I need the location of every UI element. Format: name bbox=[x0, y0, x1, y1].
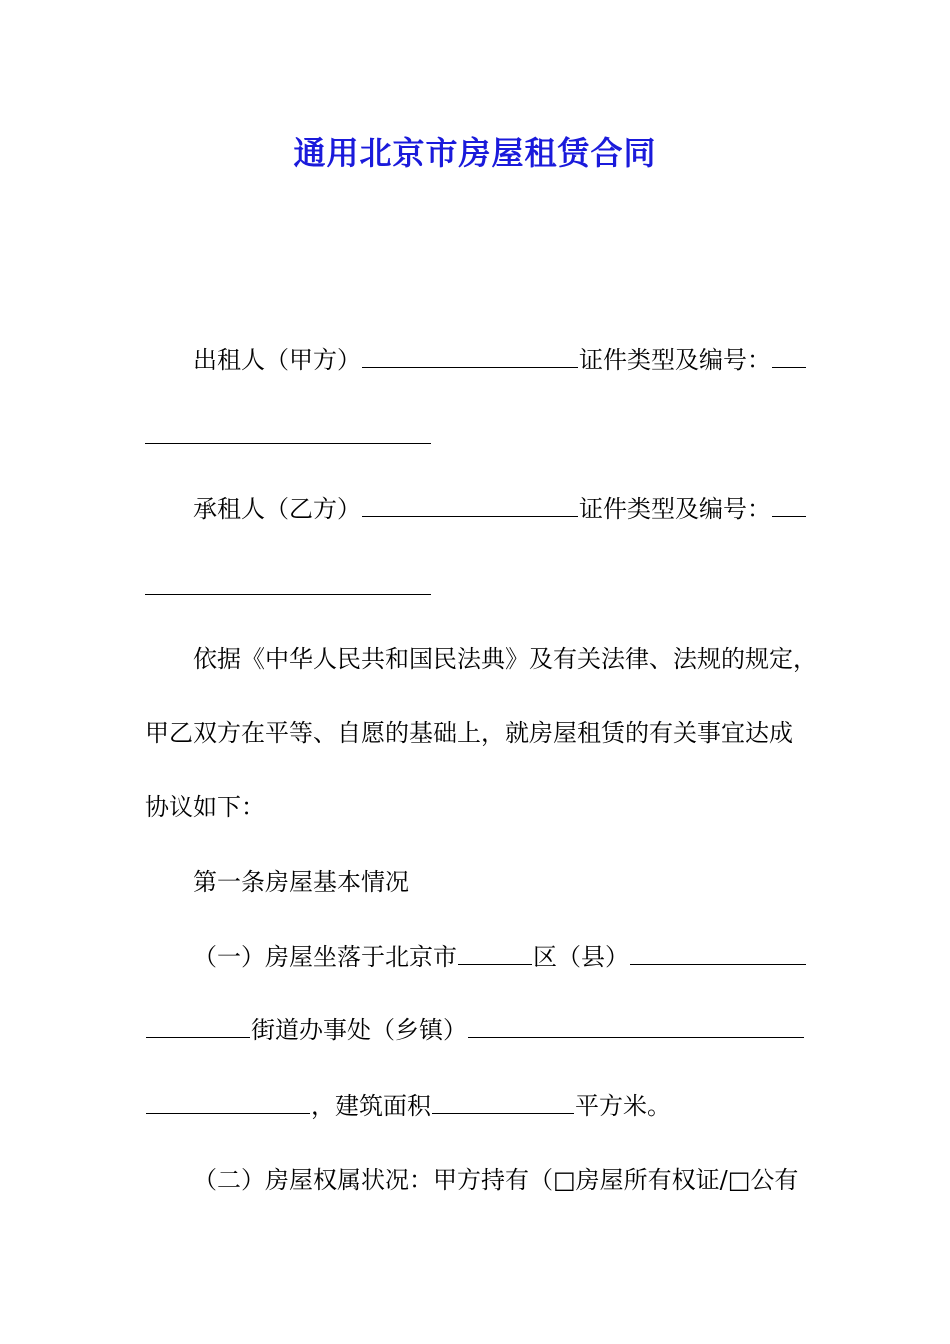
lessor-id-blank bbox=[772, 341, 806, 368]
lessee-id-label: 证件类型及编号： bbox=[579, 495, 771, 523]
address-blank bbox=[146, 1087, 310, 1114]
lessee-id-blank bbox=[772, 490, 806, 517]
lessor-name-blank bbox=[362, 341, 578, 368]
lessee-id-continuation-blank bbox=[145, 594, 431, 595]
lessee-label: 承租人（乙方） bbox=[193, 495, 361, 523]
area-unit: 平方米。 bbox=[575, 1092, 671, 1120]
location-line-3 bbox=[145, 1086, 671, 1126]
ownership-line: （二）房屋权属状况：甲方持有（□房屋所有权证/□公有 bbox=[193, 1166, 799, 1194]
township-detail-blank bbox=[468, 1011, 804, 1038]
basis-paragraph-line-1: 依据《中华人民共和国民法典》及有关法律、法规的规定， bbox=[193, 645, 817, 673]
lessee-line bbox=[193, 489, 807, 529]
article-1-heading: 第一条房屋基本情况 bbox=[193, 868, 409, 896]
district-label: 区（县） bbox=[533, 943, 629, 971]
lessor-id-continuation-blank bbox=[145, 443, 431, 444]
street-blank bbox=[146, 1011, 250, 1038]
district-blank bbox=[458, 938, 532, 965]
basis-paragraph-line-2: 甲乙双方在平等、自愿的基础上，就房屋租赁的有关事宜达成 bbox=[145, 719, 793, 747]
location-line-1 bbox=[193, 937, 807, 977]
area-blank bbox=[432, 1087, 574, 1114]
street-label: 街道办事处（乡镇） bbox=[251, 1016, 467, 1044]
document-title: 通用北京市房屋租赁合同 bbox=[293, 134, 657, 172]
lessor-label: 出租人（甲方） bbox=[193, 346, 361, 374]
basis-paragraph-line-3: 协议如下： bbox=[145, 793, 265, 821]
county-detail-blank bbox=[630, 938, 806, 965]
lessor-id-label: 证件类型及编号： bbox=[579, 346, 771, 374]
location-prefix: （一）房屋坐落于北京市 bbox=[193, 943, 457, 971]
location-line-2 bbox=[145, 1010, 805, 1050]
lessee-name-blank bbox=[362, 490, 578, 517]
lessor-line bbox=[193, 340, 807, 380]
area-label: ，建筑面积 bbox=[311, 1092, 431, 1120]
